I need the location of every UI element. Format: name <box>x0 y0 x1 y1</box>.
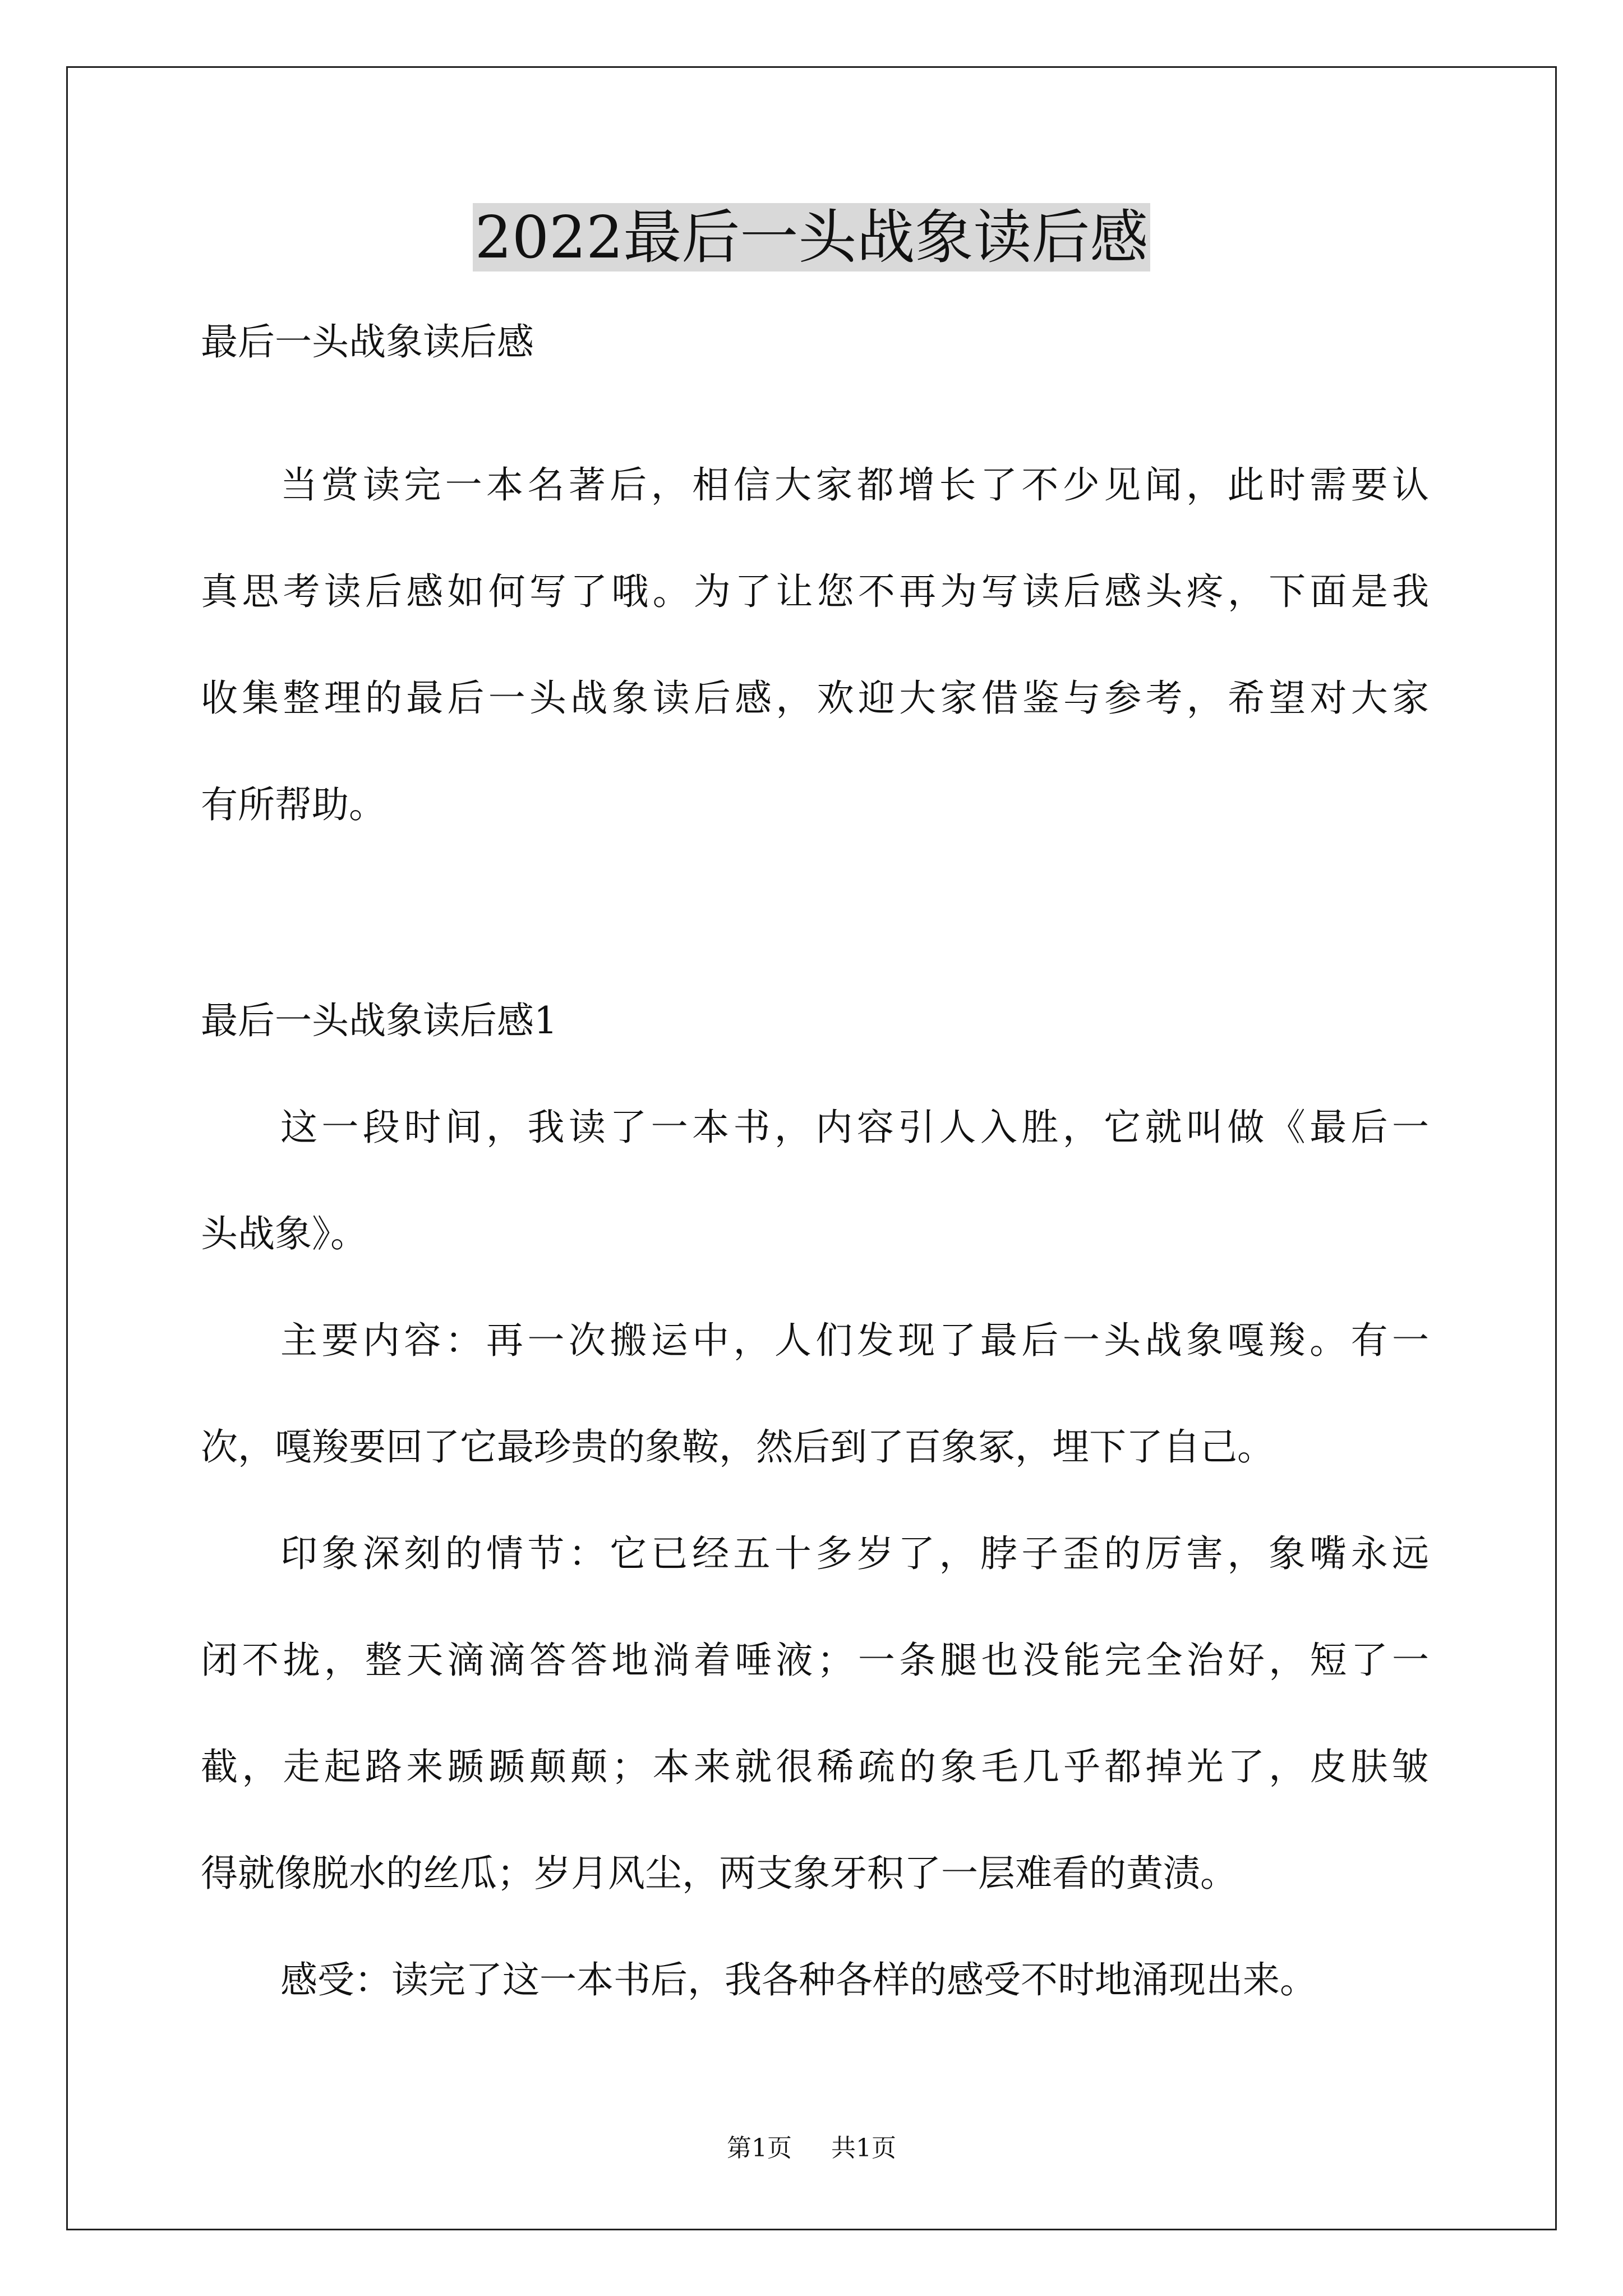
para1-line-1: 这一段时间，我读了一本书，内容引人入胜，它就叫做《最后一 <box>280 1106 1429 1149</box>
para3-line-2: 闭不拢，整天滴滴答答地淌着唾液；一条腿也没能完全治好，短了一 <box>201 1639 1429 1682</box>
intro-line-2: 真思考读后感如何写了哦。为了让您不再为写读后感头疼，下面是我 <box>201 570 1429 613</box>
page-number-total: 共1页 <box>831 2134 896 2162</box>
intro-line-3: 收集整理的最后一头战象读后感，欢迎大家借鉴与参考，希望对大家 <box>201 677 1429 720</box>
para3-line-3: 截，走起路来踬踬颠颠；本来就很稀疏的象毛几乎都掉光了，皮肤皱 <box>201 1745 1429 1788</box>
intro-line-4: 有所帮助。 <box>201 783 386 826</box>
para4-line-1: 感受：读完了这一本书后，我各种各样的感受不时地涌现出来。 <box>280 1958 1317 2001</box>
para1-line-2: 头战象》。 <box>201 1212 367 1255</box>
para2-line-1: 主要内容：再一次搬运中，人们发现了最后一头战象嘎羧。有一 <box>280 1319 1429 1362</box>
document-title-text: 2022最后一头战象读后感 <box>473 203 1151 272</box>
para3-line-1: 印象深刻的情节：它已经五十多岁了，脖子歪的厉害，象嘴永远 <box>280 1532 1429 1575</box>
page-footer <box>0 2132 1623 2165</box>
para2-line-2: 次，嘎羧要回了它最珍贵的象鞍，然后到了百象冢，埋下了自己。 <box>201 1425 1274 1469</box>
section-heading-1: 最后一头战象读后感1 <box>201 999 557 1042</box>
page-number-current: 第1页 <box>727 2134 792 2162</box>
intro-line-1: 当赏读完一本名著后，相信大家都增长了不少见闻，此时需要认 <box>280 463 1429 507</box>
para3-line-4: 得就像脱水的丝瓜；岁月风尘，两支象牙积了一层难看的黄渍。 <box>201 1852 1237 1895</box>
subtitle: 最后一头战象读后感 <box>201 320 534 364</box>
document-title <box>0 190 1623 285</box>
